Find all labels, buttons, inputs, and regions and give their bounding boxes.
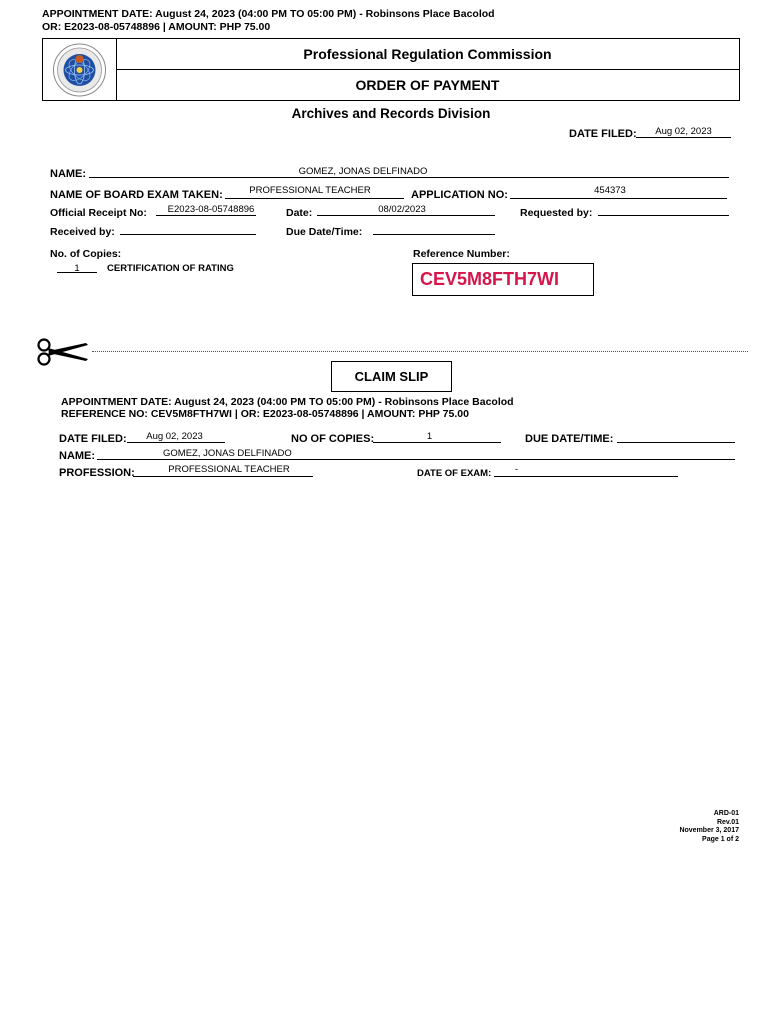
official-receipt-value: E2023-08-05748896 bbox=[167, 204, 255, 215]
scissors-icon bbox=[36, 337, 90, 367]
claim-date-filed-value: Aug 02, 2023 bbox=[146, 431, 203, 442]
claim-profession-value: PROFESSIONAL TEACHER bbox=[168, 464, 290, 475]
date-filed-label: DATE FILED: bbox=[569, 128, 637, 140]
header-table bbox=[42, 38, 740, 101]
board-exam-label: NAME OF BOARD EXAM TAKEN: bbox=[50, 189, 223, 201]
claim-name-line bbox=[97, 459, 735, 460]
date-filed-line bbox=[636, 137, 731, 138]
copies-label: No. of Copies: bbox=[50, 248, 122, 260]
claim-exam-date-line bbox=[494, 476, 678, 477]
form-date: November 3, 2017 bbox=[679, 827, 739, 834]
date-line bbox=[317, 215, 495, 216]
claim-exam-date-label: DATE OF EXAM: bbox=[417, 468, 492, 479]
claim-appointment-line: APPOINTMENT DATE: August 24, 2023 (04:00 PM TO 05:00 PM) - Robinsons Place Bacolod bbox=[61, 396, 514, 408]
logo-cell bbox=[43, 39, 117, 100]
division-title: Archives and Records Division bbox=[291, 106, 491, 121]
due-date-line bbox=[373, 234, 495, 235]
received-by-label: Received by: bbox=[50, 226, 115, 238]
official-receipt-label: Official Receipt No: bbox=[50, 207, 147, 219]
cut-line bbox=[92, 351, 748, 352]
prc-seal-logo bbox=[43, 39, 116, 100]
requested-by-line bbox=[598, 215, 729, 216]
claim-reference-line: REFERENCE NO: CEV5M8FTH7WI | OR: E2023-08-05748896 | AMOUNT: PHP 75.00 bbox=[61, 408, 469, 420]
claim-date-filed-line bbox=[127, 442, 225, 443]
claim-date-filed-label: DATE FILED: bbox=[59, 433, 127, 445]
application-no-line bbox=[510, 198, 727, 199]
claim-profession-line bbox=[133, 476, 313, 477]
board-exam-value: PROFESSIONAL TEACHER bbox=[249, 185, 371, 196]
claim-copies-value: 1 bbox=[426, 431, 433, 442]
claim-copies-line bbox=[373, 442, 501, 443]
claim-name-label: NAME: bbox=[59, 450, 96, 462]
claim-name-value: GOMEZ, JONAS DELFINADO bbox=[163, 448, 292, 459]
claim-exam-date-value: - bbox=[514, 464, 519, 475]
form-revision: Rev.01 bbox=[716, 818, 739, 826]
org-name: Professional Regulation Commission bbox=[116, 39, 739, 70]
reference-label: Reference Number: bbox=[413, 248, 510, 260]
form-code: ARD-01 bbox=[713, 810, 739, 817]
claim-profession-label: PROFESSION: bbox=[59, 467, 135, 479]
claim-slip-title: CLAIM SLIP bbox=[331, 361, 452, 392]
document-title: ORDER OF PAYMENT bbox=[355, 77, 500, 93]
appointment-info-line: APPOINTMENT DATE: August 24, 2023 (04:00 PM TO 05:00 PM) - Robinsons Place Bacolod bbox=[42, 8, 495, 20]
claim-due-label: DUE DATE/TIME: bbox=[525, 433, 614, 445]
form-footer bbox=[679, 810, 739, 844]
due-date-label: Due Date/Time: bbox=[286, 226, 363, 238]
name-value: GOMEZ, JONAS DELFINADO bbox=[298, 166, 428, 177]
official-receipt-line bbox=[156, 215, 256, 216]
application-no-value: 454373 bbox=[594, 185, 626, 196]
board-exam-line bbox=[225, 198, 404, 199]
reference-number-box: CEV5M8FTH7WI bbox=[412, 263, 594, 296]
application-no-label: APPLICATION NO: bbox=[411, 189, 508, 201]
certification-label: CERTIFICATION OF RATING bbox=[107, 263, 234, 274]
or-amount-line: OR: E2023-08-05748896 | AMOUNT: PHP 75.00 bbox=[42, 21, 271, 33]
date-label: Date: bbox=[286, 207, 313, 219]
date-value: 08/02/2023 bbox=[378, 204, 426, 215]
name-label: NAME: bbox=[50, 168, 87, 180]
copies-value: 1 bbox=[74, 263, 80, 274]
date-filed-value: Aug 02, 2023 bbox=[655, 126, 712, 137]
claim-copies-label: NO OF COPIES: bbox=[291, 433, 375, 445]
page-number: Page 1 of 2 bbox=[702, 835, 739, 843]
received-by-line bbox=[120, 234, 256, 235]
claim-due-line bbox=[617, 442, 735, 443]
name-line bbox=[89, 177, 729, 178]
requested-by-label: Requested by: bbox=[520, 207, 593, 219]
